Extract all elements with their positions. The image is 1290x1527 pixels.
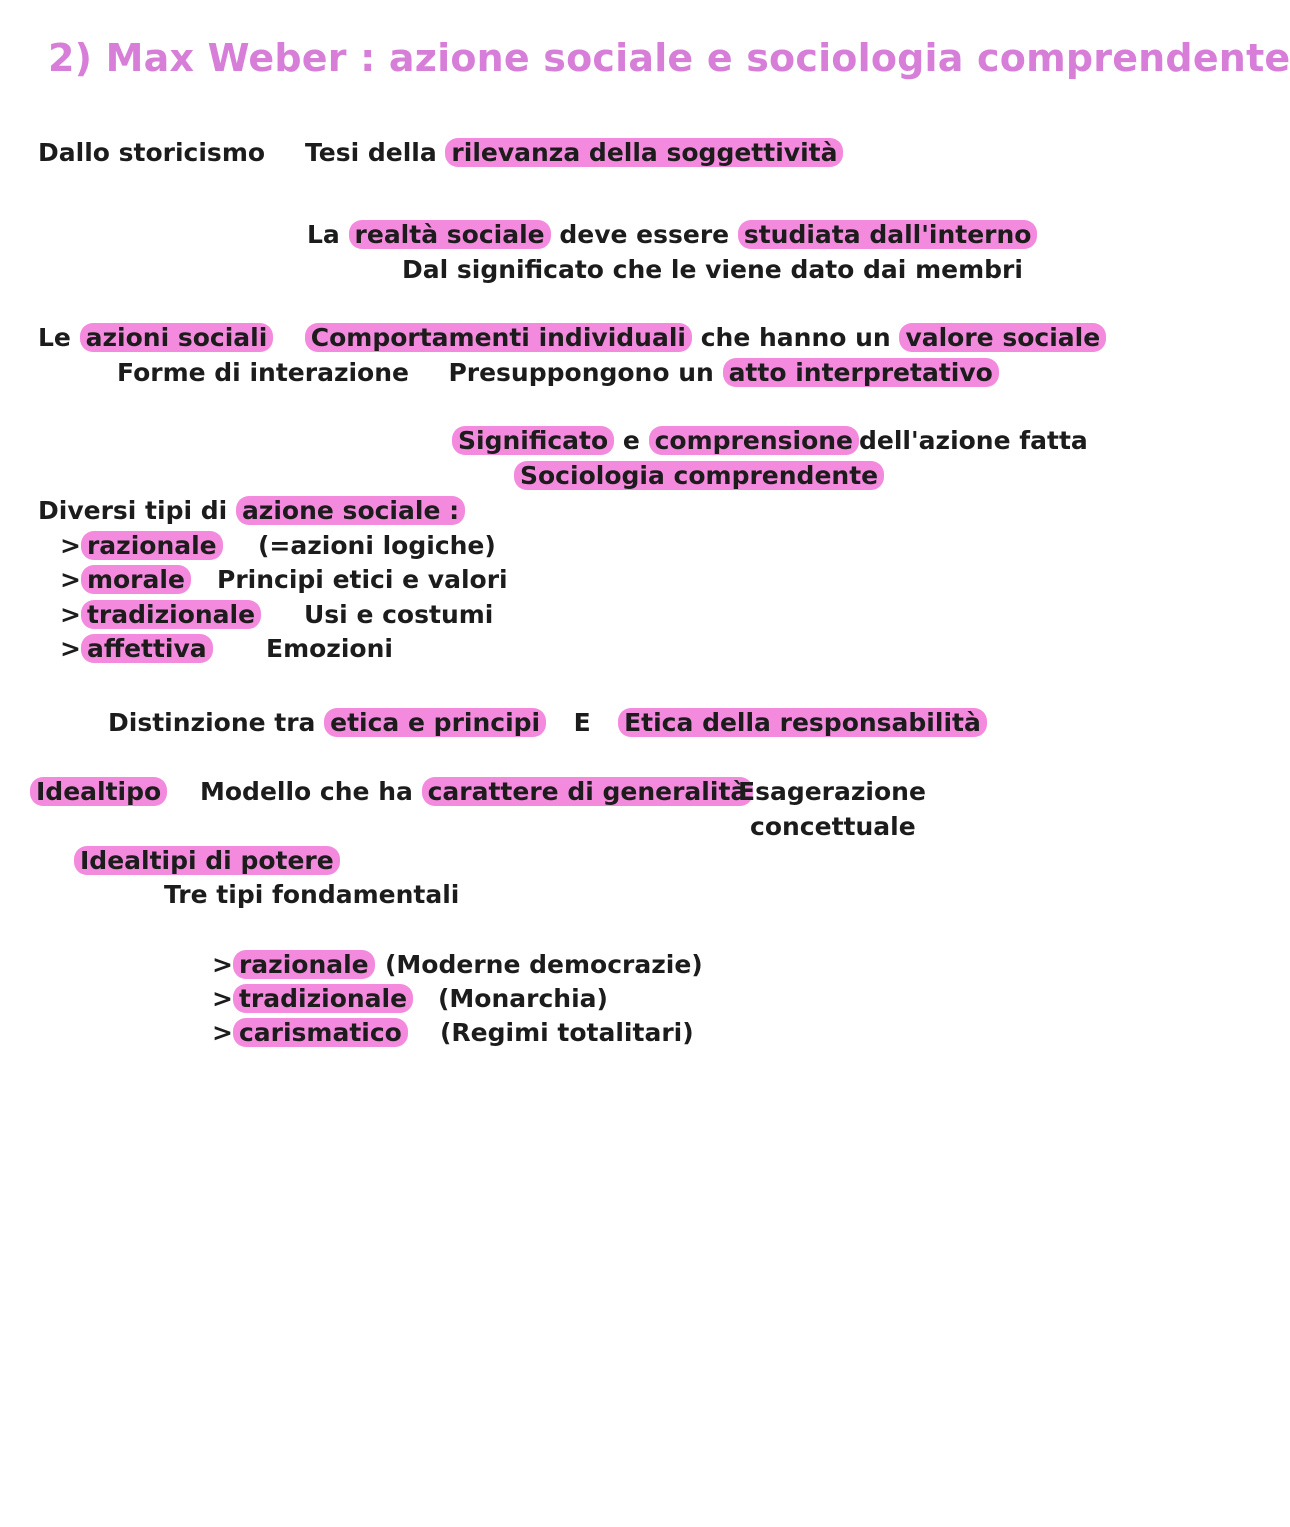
significato-highlight-1: Significato [452,426,614,455]
idealtipo-desc: Modello che ha [200,777,413,806]
realta-highlight-1: realtà sociale [349,220,551,249]
significato-highlight-2: comprensione [649,426,859,455]
tipi-azione-heading [38,494,465,528]
list-item-desc: Principi etici e valori [217,565,508,594]
page-title: 2) Max Weber : azione sociale e sociologia comprendente [48,36,1290,80]
tesi-line [305,136,843,170]
list-item-label: razionale [81,531,223,560]
distinzione-line [108,706,987,740]
list-item [60,632,213,666]
realta-highlight-2: studiata dall'interno [738,220,1038,249]
significato-and: e [622,426,640,455]
potere-sub: Tre tipi fondamentali [164,880,460,909]
idealtipo-note-2: concettuale [750,812,916,841]
azioni-line [38,321,1106,355]
list-marker: > [212,950,233,979]
list-item-desc: Emozioni [266,634,393,663]
list-item-desc: (Regimi totalitari) [440,1018,694,1047]
idealtipo-desc-highlight: carattere di generalità [422,777,754,806]
forme-prefix: Forme di [117,358,241,387]
presup-prefix: Presuppongono un [448,358,714,387]
sociologia-comprendente [514,459,884,493]
list-marker: > [60,634,81,663]
list-item-desc: Usi e costumi [304,600,494,629]
list-item [212,948,375,982]
tesi-highlight: rilevanza della soggettività [445,138,843,167]
sociologia-highlight: Sociologia comprendente [514,461,884,490]
distinzione-prefix: Distinzione tra [108,708,316,737]
realta-line [307,218,1037,252]
list-item-desc: (Moderne democrazie) [385,950,703,979]
list-marker: > [212,1018,233,1047]
azioni-highlight-3: valore sociale [899,323,1106,352]
presup-highlight: atto interpretativo [723,358,999,387]
idealtipo-desc-line [200,775,753,809]
tipi-prefix: Diversi tipi di [38,496,228,525]
list-item-desc: (=azioni logiche) [258,531,496,560]
azioni-middle: che hanno un [700,323,891,352]
list-item-label: razionale [233,950,375,979]
realta-line-2: Dal significato che le viene dato dai membri [402,255,1023,284]
list-item [60,563,191,597]
azioni-highlight-1: azioni sociali [80,323,274,352]
azioni-highlight-2: Comportamenti individuali [305,323,692,352]
list-marker: > [60,565,81,594]
list-item-label: morale [81,565,191,594]
list-item-label: tradizionale [81,600,261,629]
distinzione-highlight-2: Etica della responsabilità [618,708,987,737]
idealtipo-note-1: Esagerazione [738,777,926,806]
tesi-prefix: Tesi della [305,138,437,167]
list-item [212,1016,408,1050]
azioni-prefix: Le [38,323,71,352]
storicismo-label: Dallo storicismo [38,138,266,167]
potere-heading [74,844,340,878]
list-item-label: carismatico [233,1018,408,1047]
forme-highlight: interazione [249,358,409,387]
tipi-highlight: azione sociale : [236,496,465,525]
potere-highlight: Idealtipi di potere [74,846,340,875]
distinzione-and: E [573,708,591,737]
realta-prefix: La [307,220,340,249]
list-item-label: tradizionale [233,984,413,1013]
list-marker: > [212,984,233,1013]
realta-middle: deve essere [559,220,730,249]
list-item-desc: (Monarchia) [438,984,608,1013]
list-marker: > [60,600,81,629]
list-item [60,598,261,632]
distinzione-highlight-1: etica e principi [324,708,546,737]
list-item [212,982,413,1016]
idealtipo-highlight: Idealtipo [30,777,167,806]
list-item [60,529,223,563]
significato-line [452,424,1088,458]
significato-rest: dell'azione fatta [859,426,1088,455]
list-item-label: affettiva [81,634,213,663]
idealtipo-label [30,775,167,809]
list-marker: > [60,531,81,560]
forme-line [117,356,999,390]
